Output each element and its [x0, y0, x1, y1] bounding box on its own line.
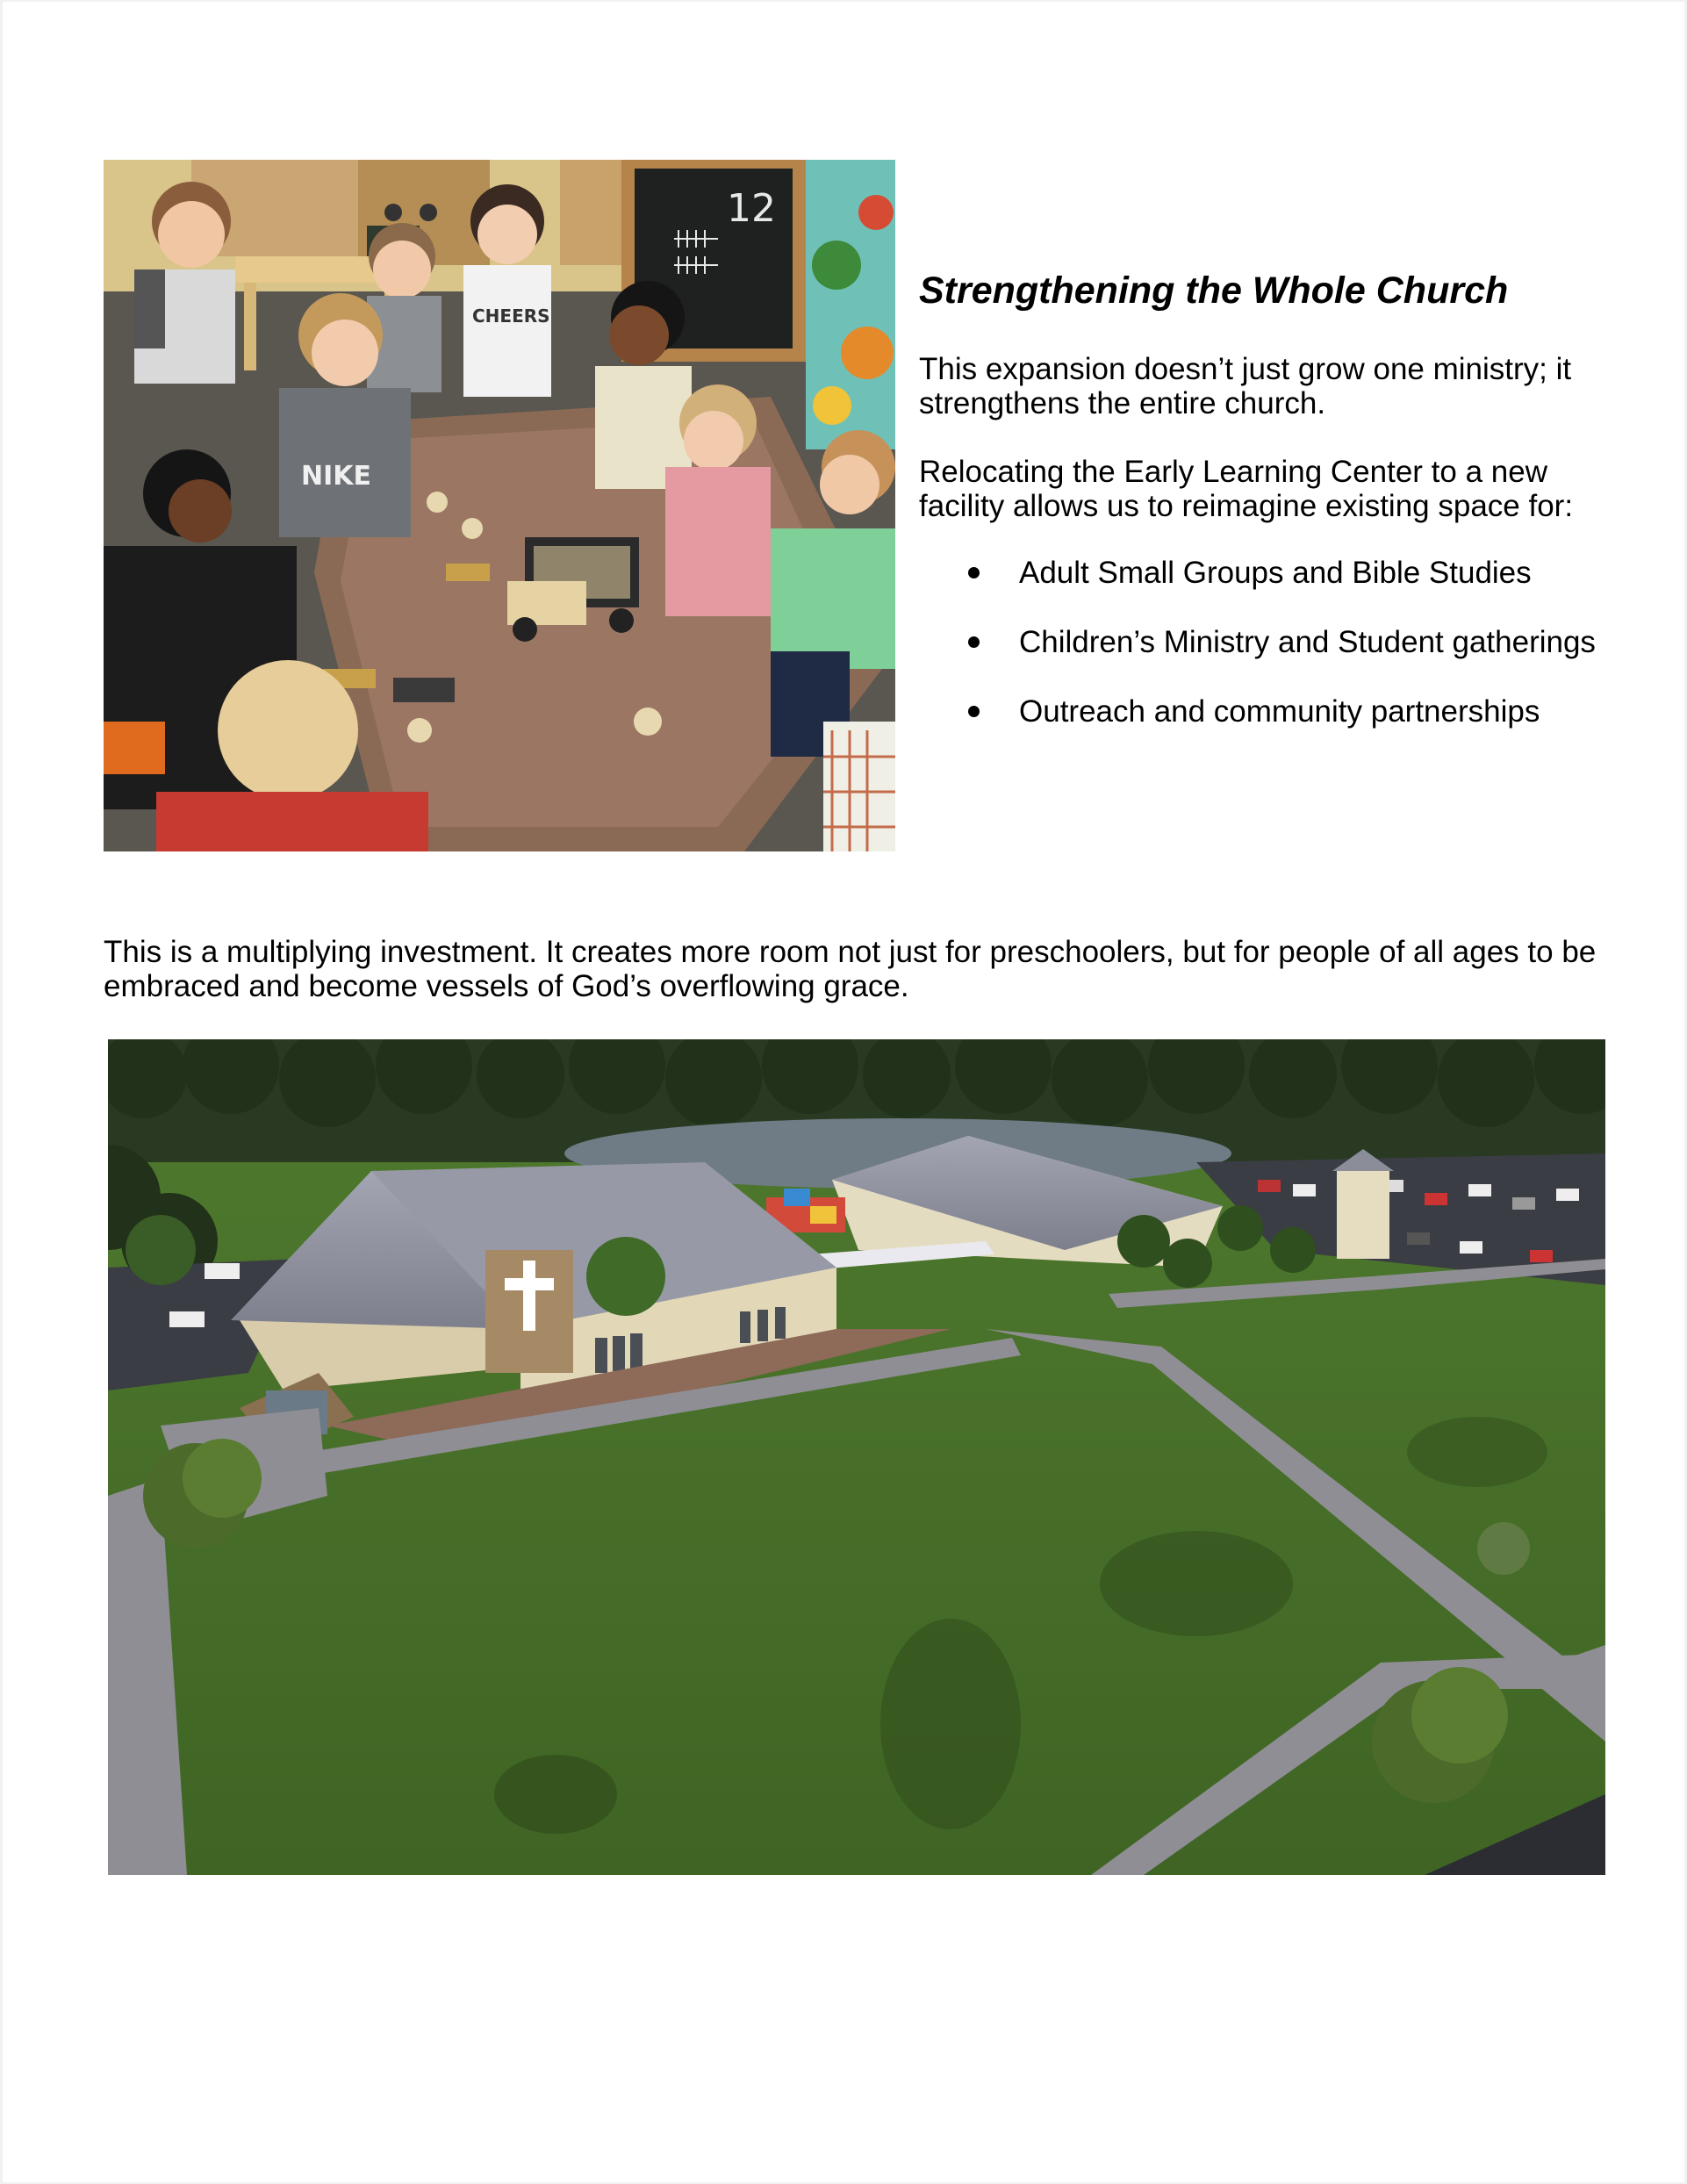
bullet-icon: [968, 567, 980, 578]
section-heading: Strengthening the Whole Church: [919, 269, 1509, 312]
bullet-list: [968, 556, 1596, 764]
list-item: [968, 625, 1596, 694]
bullet-icon: [968, 706, 980, 717]
bullet-icon: [968, 636, 980, 648]
chalkboard-number: 12: [727, 186, 776, 231]
list-item: [968, 556, 1596, 625]
campus-rendering: [108, 1039, 1605, 1875]
paragraph-closing: This is a multiplying investment. It creates more room not just for preschoolers, but for people of all ages to be embraced and become vessels of God’s overflowing grace.: [104, 935, 1597, 1003]
list-item-label: Outreach and community partnerships: [1019, 694, 1540, 729]
document-page: [3, 2, 1684, 2182]
classroom-photo: [104, 160, 895, 851]
shirt-text-2: NIKE: [301, 461, 372, 492]
paragraph-relocating: Relocating the Early Learning Center to a new facility allows us to reimagine existing space for:: [919, 455, 1574, 523]
classroom-photo-illustration: [104, 160, 895, 851]
paragraph-expansion: This expansion doesn’t just grow one ministry; it strengthens the entire church.: [919, 352, 1572, 420]
list-item: [968, 694, 1596, 764]
campus-rendering-illustration: [108, 1039, 1605, 1875]
shirt-text: CHEERS: [472, 305, 550, 327]
list-item-label: Adult Small Groups and Bible Studies: [1019, 556, 1532, 590]
list-item-label: Children’s Ministry and Student gatherings: [1019, 625, 1596, 659]
